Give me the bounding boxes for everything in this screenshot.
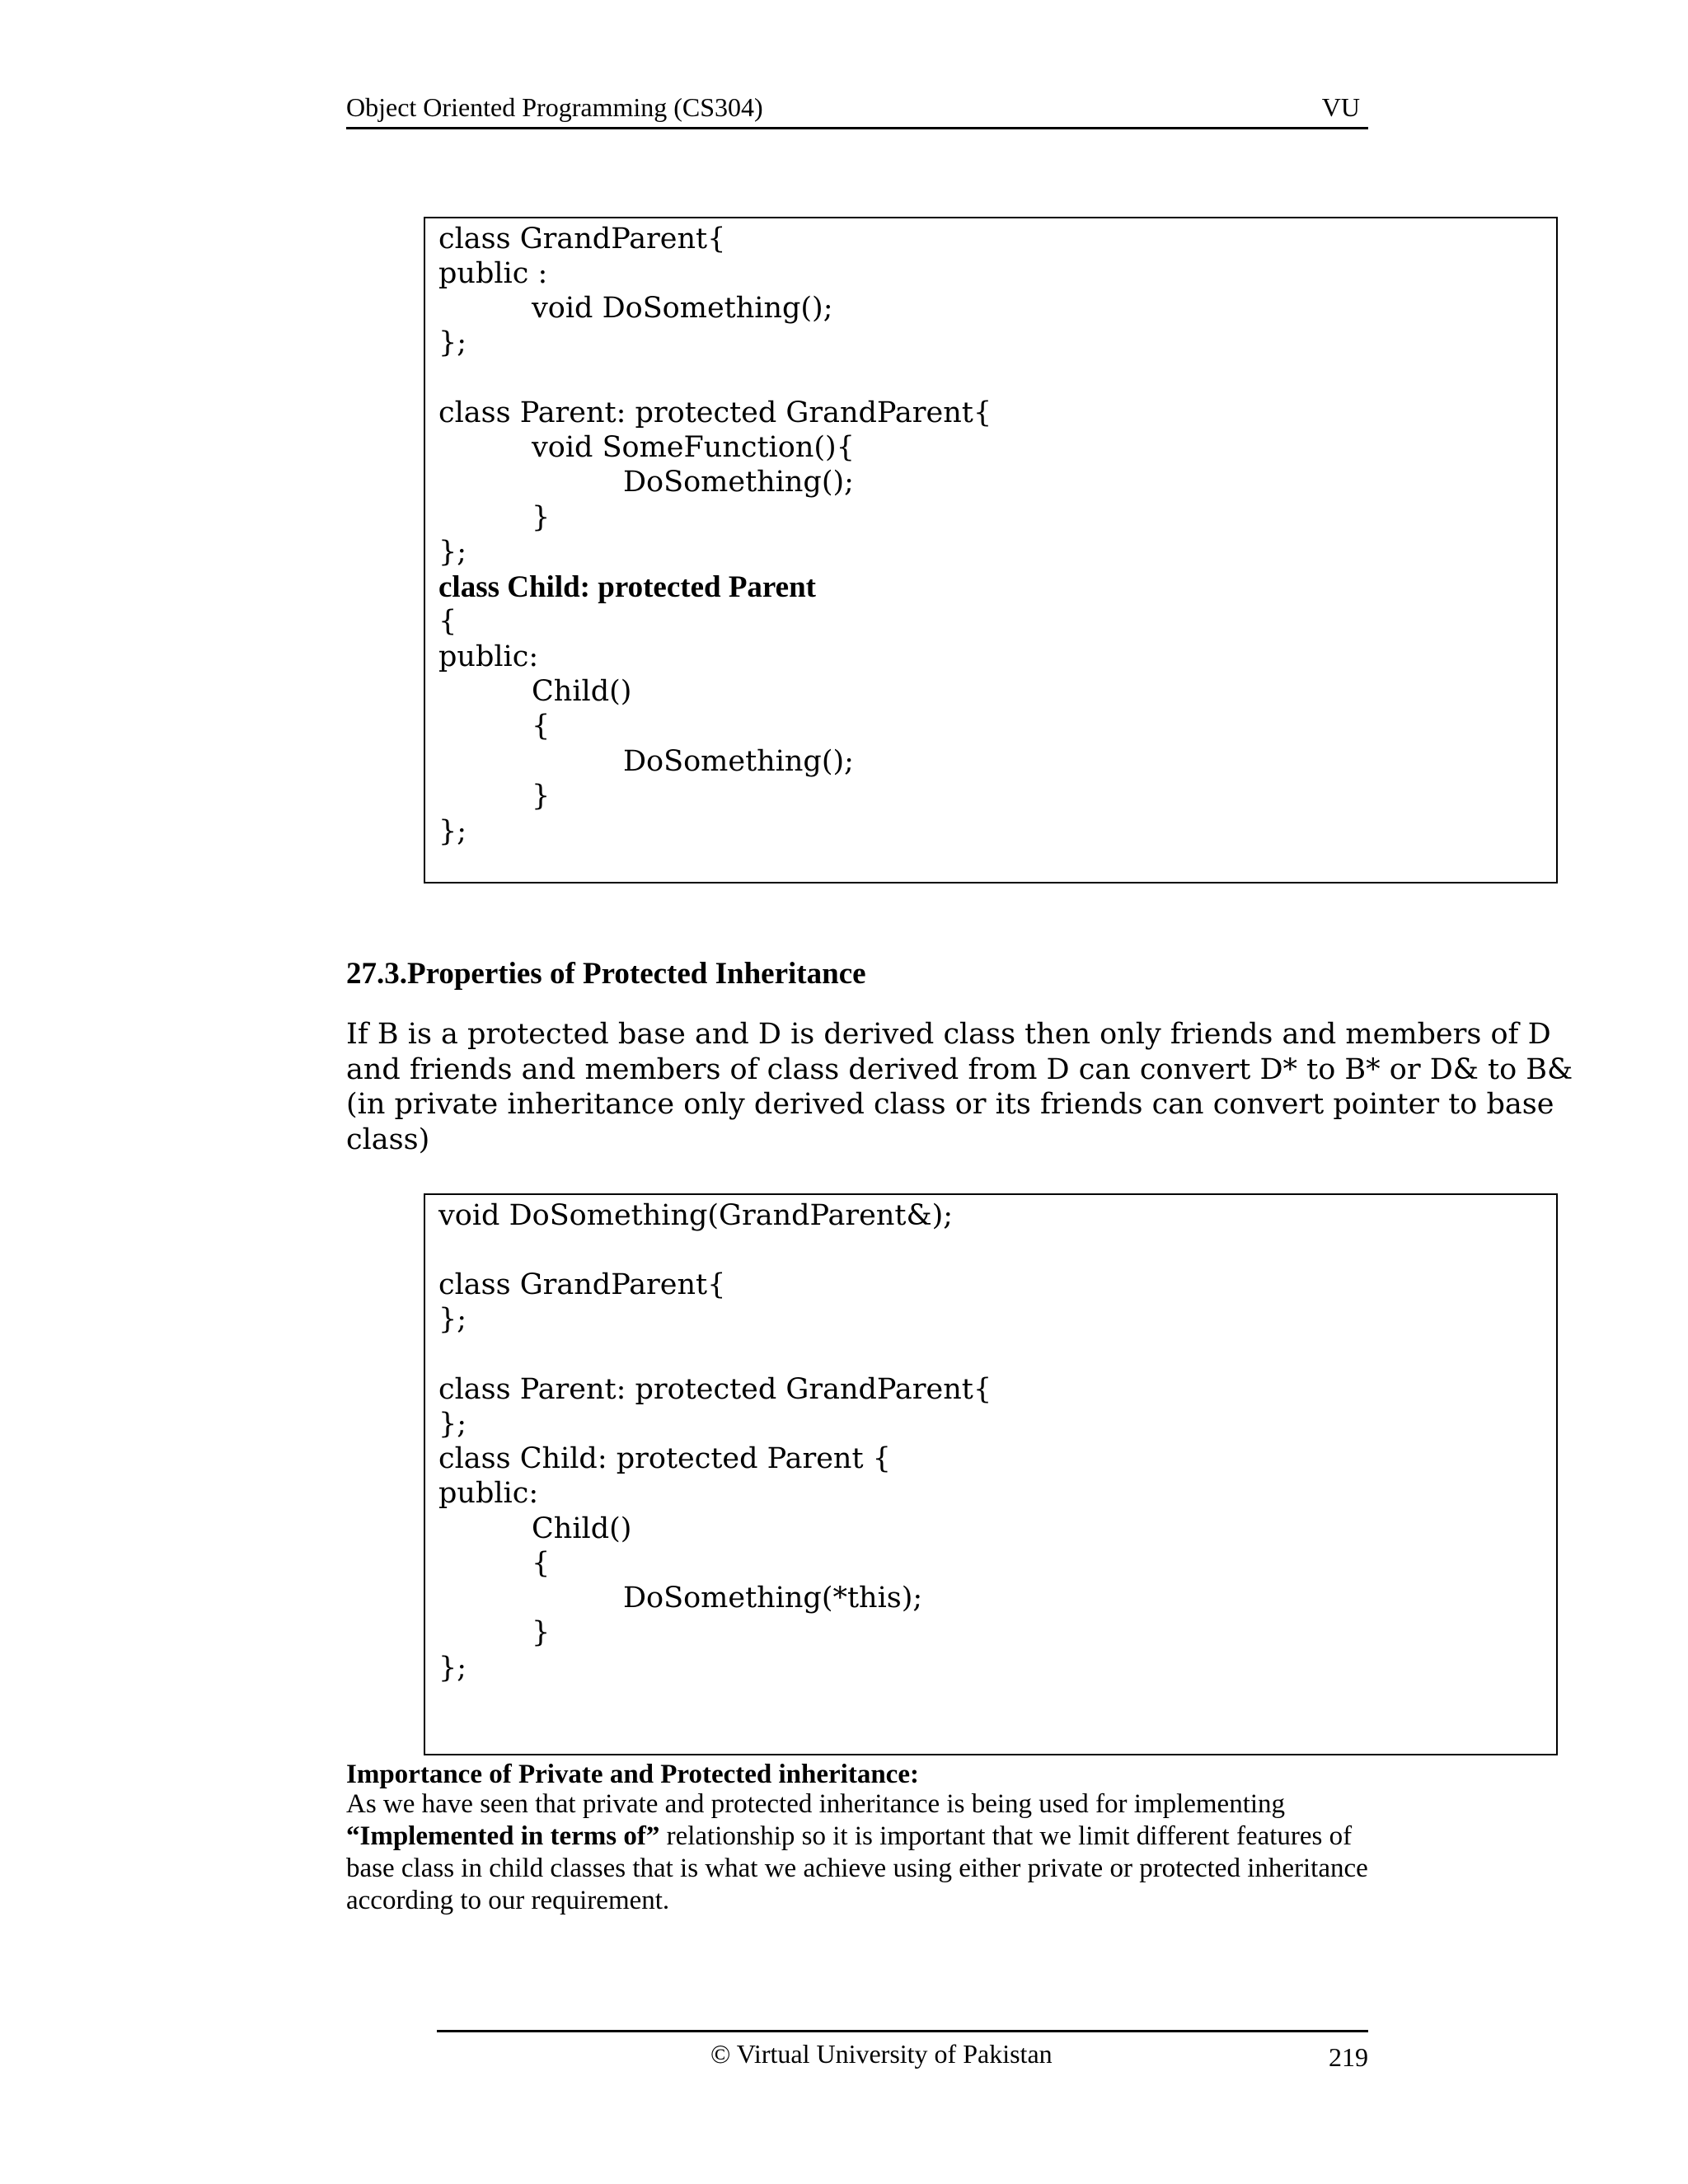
code-line: };	[438, 1408, 467, 1441]
page-header	[346, 89, 1368, 129]
code-line: DoSomething();	[623, 466, 854, 499]
code-block-2	[424, 1193, 1558, 1755]
code-line: public :	[438, 257, 548, 290]
code-line: };	[438, 815, 467, 848]
document-title: Object Oriented Programming (CS304)	[346, 92, 763, 122]
paragraph-line: (in private inheritance only derived class or its friends can convert pointer to base	[346, 1088, 1554, 1121]
code-line: };	[438, 536, 467, 569]
page-number: 219	[1329, 2042, 1368, 2072]
importance-line: As we have seen that private and protected inheritance is being used for implementing	[346, 1789, 1286, 1819]
code-line-highlighted: class Child: protected Parent	[438, 570, 817, 604]
code-line: {	[438, 605, 457, 638]
institution-label: VU	[1321, 92, 1360, 122]
code-line: class Parent: protected GrandParent{	[438, 396, 992, 429]
paragraph-line: class)	[346, 1123, 430, 1156]
paragraph-line: If B is a protected base and D is derived class then only friends and members of D	[346, 1018, 1551, 1051]
code-line: };	[438, 326, 467, 359]
section-heading: 27.3.Properties of Protected Inheritance	[346, 957, 866, 991]
code-line: {	[532, 710, 551, 743]
importance-line: base class in child classes that is what we achieve using either private or protected inheritance	[346, 1854, 1368, 1883]
code-line: public:	[438, 1477, 539, 1510]
code-block-1	[424, 217, 1558, 883]
footer-rule	[437, 2030, 1368, 2032]
code-line: public:	[438, 640, 539, 673]
code-line: DoSomething(*this);	[623, 1582, 923, 1615]
code-line: };	[438, 1303, 467, 1336]
code-line: };	[438, 1652, 467, 1685]
importance-line-rest: relationship so it is important that we limit different features of	[659, 1821, 1353, 1851]
code-line: {	[532, 1547, 551, 1580]
code-line: void DoSomething(GrandParent&);	[438, 1199, 954, 1232]
code-line: class GrandParent{	[438, 1268, 726, 1301]
code-line: void SomeFunction(){	[532, 431, 855, 464]
paragraph-line: and friends and members of class derived from D can convert D* to B* or D& to B&	[346, 1053, 1573, 1086]
importance-heading: Importance of Private and Protected inheritance:	[346, 1760, 919, 1789]
code-line: class Child: protected Parent {	[438, 1442, 891, 1475]
footer-copyright: © Virtual University of Pakistan	[710, 2039, 1053, 2069]
code-line: class Parent: protected GrandParent{	[438, 1373, 992, 1406]
code-line: }	[532, 501, 551, 534]
code-line: class GrandParent{	[438, 223, 726, 255]
importance-line: according to our requirement.	[346, 1886, 670, 1915]
importance-bold-phrase: “Implemented in terms of”	[346, 1821, 660, 1851]
code-line: DoSomething();	[623, 745, 854, 778]
importance-line	[346, 1823, 1352, 1850]
code-line: }	[532, 780, 551, 813]
code-line: Child()	[532, 675, 632, 708]
code-line: void DoSomething();	[532, 292, 833, 325]
code-line: Child()	[532, 1512, 632, 1545]
code-line: }	[532, 1616, 551, 1649]
